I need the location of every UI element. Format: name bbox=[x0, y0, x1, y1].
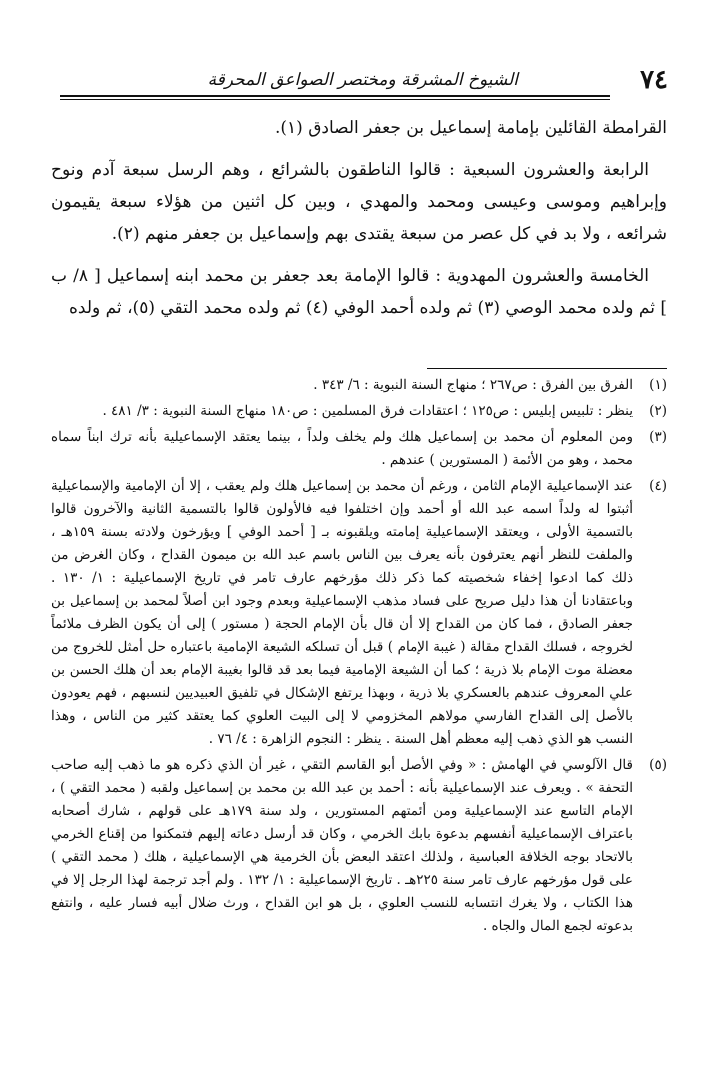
running-title: الشيوخ المشرقة ومختصر الصواعق المحرقة bbox=[207, 70, 518, 90]
footnote-number: (٣) bbox=[649, 429, 667, 445]
footnote-number: (٤) bbox=[649, 478, 667, 494]
footnote-2 bbox=[51, 400, 667, 423]
footnote-text: الفرق بين الفرق : ص٢٦٧ ؛ منهاج السنة النبوية : ٦/ ٣٤٣ . bbox=[313, 377, 633, 393]
main-text bbox=[51, 112, 667, 334]
footnote-4 bbox=[51, 475, 667, 751]
footnote-text: عند الإسماعيلية الإمام الثامن ، ورغم أن محمد بن إسماعيل هلك ولم يعقب ، إلا أن الإمامية والإسماعيلية أثبتوا له ولداً اسمه عبد الله أو أحمد وإن اختلفوا فيه فالأولون قالوا بالتسمية الثانية والآخرون قالوا بالتسمية الأولى ، ويعتقد الإسماعيلية إمامته ويلقبونه بـ [ أحمد الوفي ] ويؤرخون ولادته بسنة ١٥٩هـ ، والملفت للنظر أنهم يعترفون بأنه يعرف بين الناس باسم عبد الله بن ميمون القداح ، وكان الغرض من ذلك كما ادعوا إخفاء شخصيته كما ذكر ذلك مؤرخهم عارف تامر في تاريخ الإسماعيلية : ١/ ١٣٠ . وباعتقادنا أن هذا دليل صريح على فساد مذهب الإسماعيلية وبعدم وجود ابن أصلاً لمحمد بن إسماعيل بن جعفر الصادق ، فما كان من القداح إلا أن قال بأن الإمام الحجة ( مستور ) إلى أن يكون الظرف ملائماً لخروجه ، فسلك القداح مقالة ( غيبة الإمام ) قبل أن تسلكه الشيعة الإمامية باعتباره حل أمثل للخروج من معضلة موت الإمام بلا ذرية ؛ كما أن الشيعة الإمامية فيما بعد قد قالوا بغيبة الإمام بعد أن هلك الحسن بن علي المعروف عندهم بالعسكري بلا ذرية ، وبهذا يرتفع الإشكال في تلفيق العبيديين لنسبهم ، فهم يعودون بالأصل إلى القداح الفارسي مولاهم المخزومي لا إلى البيت العلوي كما يعتقد كثير من الناس ، وهذا النسب هو الذي ذهب إليه معظم أهل السنة . ينظر : النجوم الزاهرة : ٤/ ٧٦ . bbox=[51, 478, 633, 747]
paragraph-2: الرابعة والعشرون السبعية : قالوا الناطقون بالشرائع ، وهم الرسل سبعة آدم ونوح وإبراهيم وموسى وعيسى ومحمد والمهدي ، وبين كل اثنين من هؤلاء سبعة يقيمون شرائعه ، ولا بد في كل عصر من سبعة يقتدى بهم وإسماعيل بن جعفر منهم (٢). bbox=[51, 160, 667, 244]
page-header bbox=[60, 62, 668, 102]
header-rule-thin bbox=[60, 99, 610, 100]
footnote-5 bbox=[51, 754, 667, 938]
footnote-number: (٢) bbox=[649, 403, 667, 419]
footnotes bbox=[51, 374, 667, 941]
footnote-1 bbox=[51, 374, 667, 397]
footnote-text: ومن المعلوم أن محمد بن إسماعيل هلك ولم يخلف ولداً ، بينما يعتقد الإسماعيلية بأنه ترك ابناً سماه محمد ، وهو من الأئمة ( المستورين ) عندهم . bbox=[51, 429, 633, 468]
page-number: ٧٤ bbox=[640, 65, 668, 95]
header-rule bbox=[60, 95, 610, 97]
footnote-3 bbox=[51, 426, 667, 472]
paragraph-3: الخامسة والعشرون المهدوية : قالوا الإمامة بعد جعفر بن محمد ابنه إسماعيل [ ٨/ ب ] ثم ولده محمد الوصي (٣) ثم ولده أحمد الوفي (٤) ثم ولده محمد التقي (٥)، ثم ولده bbox=[51, 266, 667, 318]
footnote-text: ينظر : تلبيس إبليس : ص١٢٥ ؛ اعتقادات فرق المسلمين : ص١٨٠ منهاج السنة النبوية : ٣/ ٤٨١ . bbox=[102, 403, 633, 419]
footnote-separator bbox=[427, 368, 667, 369]
footnote-number: (١) bbox=[649, 377, 667, 393]
footnote-text: قال الآلوسي في الهامش : « وفي الأصل أبو القاسم التقي ، غير أن الذي ذكره هو ما ذهب إليه صاحب التحفة » . ويعرف عند الإسماعيلية بأنه : أحمد بن عبد الله بن محمد بن إسماعيل ولقبه ( محمد التقي ) ، الإمام التاسع عند الإسماعيلية ومن أئمتهم المستورين ، ولد سنة ١٧٩هـ على قولهم ، شارك أصحابه باعتراف الإسماعيلية أنفسهم بدعوة بابك الخرمي ، وكان قد أرسل دعاته إليهم فتمكنوا من إقناع الخرمي بالاتحاد بوجه الخلافة العباسية ، ولذلك اعتقد البعض بأن الخرمية هي الإسماعيلية ، هلك ( محمد التقي ) على قول مؤرخهم عارف تامر سنة ٢٢٥هـ . تاريخ الإسماعيلية : ١/ ١٣٢ . ولم أجد ترجمة لهذا الرجل إلا في هذا الكتاب ، ولا يغرك انتسابه للنسب العلوي ، بل هو ابن القداح ، ورث ضلال أبيه فسار عليه ، وانتفع بدعوته لجمع المال والجاه . bbox=[51, 757, 633, 934]
paragraph-1: القرامطة القائلين بإمامة إسماعيل بن جعفر الصادق (١). bbox=[274, 118, 667, 138]
footnote-number: (٥) bbox=[649, 757, 667, 773]
